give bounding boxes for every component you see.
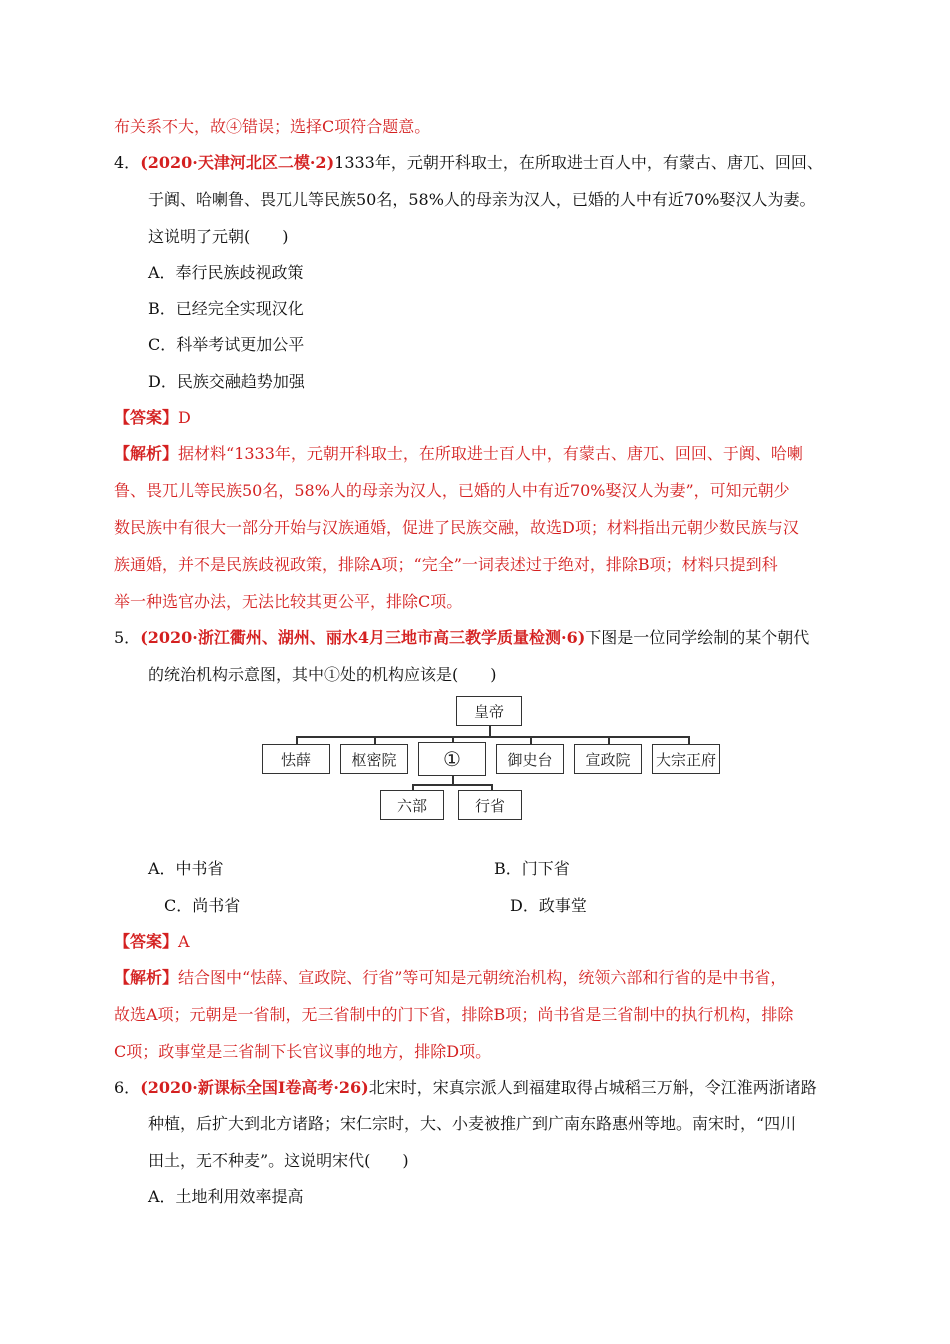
analysis-label: 【解析】 (114, 444, 179, 463)
question-4-analysis-line-5: 举一种选官办法，无法比较其更公平，排除C项。 (114, 592, 463, 611)
question-6-option-a: A．土地利用效率提高 (148, 1187, 304, 1206)
analysis-text: 据材料“1333年，元朝开科取士，在所取进士百人中，有蒙古、唐兀、回回、于阗、哈喇 (178, 444, 803, 463)
question-6-line-1 (114, 1077, 817, 1099)
question-number: 4． (114, 153, 141, 172)
question-stem: 1333年，元朝开科取士，在所取进士百人中，有蒙古、唐兀、回回、 (334, 153, 823, 172)
question-5-option-c: C．尚书省 (164, 896, 241, 915)
question-source: (2020·新课标全国Ⅰ卷高考·26) (140, 1078, 369, 1097)
question-6-stem-line-2: 种植，后扩大到北方诸路；宋仁宗时，大、小麦被推广到广南东路惠州等地。南宋时，“四川 (148, 1114, 797, 1133)
connector (296, 736, 690, 738)
question-number: 5． (114, 628, 141, 647)
question-number: 6． (114, 1078, 141, 1097)
connector (688, 736, 690, 744)
diagram-box-yushitai: 御史台 (496, 744, 564, 774)
question-4-analysis-line-1 (114, 443, 803, 465)
analysis-text: 结合图中“怯薛、宣政院、行省”等可知是元朝统治机构，统领六部和行省的是中书省， (178, 968, 787, 987)
continued-analysis-line: 布关系不大，故④错误；选择C项符合题意。 (114, 117, 431, 136)
diagram-box-liubu: 六部 (380, 790, 444, 820)
connector (608, 736, 610, 744)
analysis-label: 【解析】 (114, 968, 179, 987)
answer-label: 【答案】 (114, 408, 179, 427)
question-4-analysis-line-3: 数民族中有很大一部分开始与汉族通婚，促进了民族交融，故选D项；材料指出元朝少数民族与汉 (114, 518, 799, 537)
diagram-box-xuanzhengyuan: 宣政院 (574, 744, 642, 774)
diagram-box-qiexue: 怯薛 (262, 744, 330, 774)
diagram-emperor-box: 皇帝 (456, 696, 522, 726)
question-4-stem-line-3: 这说明了元朝( ) (148, 227, 289, 246)
question-4-option-a: A．奉行民族歧视政策 (148, 263, 304, 282)
diagram-box-shumiyuan: 枢密院 (340, 744, 408, 774)
question-stem: 北宋时，宋真宗派人到福建取得占城稻三万斛，令江淮两浙诸路 (368, 1078, 817, 1097)
question-source: (2020·浙江衢州、湖州、丽水4月三地市高三教学质量检测·6) (140, 628, 586, 647)
question-4-line-1 (114, 152, 823, 174)
connector (296, 736, 298, 744)
question-6-stem-line-3: 田土，无不种麦”。这说明宋代( ) (148, 1151, 409, 1170)
connector (530, 736, 532, 744)
diagram-box-dazongzhengfu: 大宗正府 (652, 744, 720, 774)
question-4-answer (114, 407, 191, 429)
question-4-analysis-line-4: 族通婚，并不是民族歧视政策，排除A项；“完全”一词表述过于绝对，排除B项；材料只提到科 (114, 555, 778, 574)
connector (374, 736, 376, 744)
government-structure-diagram (258, 692, 722, 824)
connector (489, 726, 491, 736)
answer-value: D (178, 408, 191, 427)
question-5-analysis-line-2: 故选A项；元朝是一省制，无三省制中的门下省，排除B项；尚书省是三省制中的执行机构，排除 (114, 1005, 794, 1024)
question-5-analysis-line-1 (114, 967, 786, 989)
question-5-analysis-line-3: C项；政事堂是三省制下长官议事的地方，排除D项。 (114, 1042, 492, 1061)
question-5-line-1 (114, 627, 809, 649)
question-5-answer (114, 931, 190, 953)
question-5-option-d: D．政事堂 (510, 896, 587, 915)
diagram-box-xingsheng: 行省 (458, 790, 522, 820)
connector (412, 784, 492, 786)
question-4-option-b: B．已经完全实现汉化 (148, 299, 304, 318)
answer-value: A (178, 932, 190, 951)
question-4-option-d: D．民族交融趋势加强 (148, 372, 305, 391)
question-4-stem-line-2: 于阗、哈喇鲁、畏兀儿等民族50名，58%人的母亲为汉人，已婚的人中有近70%娶汉人为妻。 (148, 190, 816, 209)
connector (452, 776, 454, 784)
question-4-analysis-line-2: 鲁、畏兀儿等民族50名，58%人的母亲为汉人，已婚的人中有近70%娶汉人为妻”，可知元朝少 (114, 481, 790, 500)
question-5-option-a: A．中书省 (148, 859, 224, 878)
diagram-box-blank-1: ① (418, 742, 486, 776)
answer-label: 【答案】 (114, 932, 179, 951)
question-4-option-c: C．科举考试更加公平 (148, 335, 305, 354)
question-5-option-b: B．门下省 (494, 859, 570, 878)
question-stem: 下图是一位同学绘制的某个朝代 (585, 628, 810, 647)
question-5-stem-line-2: 的统治机构示意图，其中①处的机构应该是( ) (148, 665, 497, 684)
question-source: (2020·天津河北区二模·2) (140, 153, 335, 172)
